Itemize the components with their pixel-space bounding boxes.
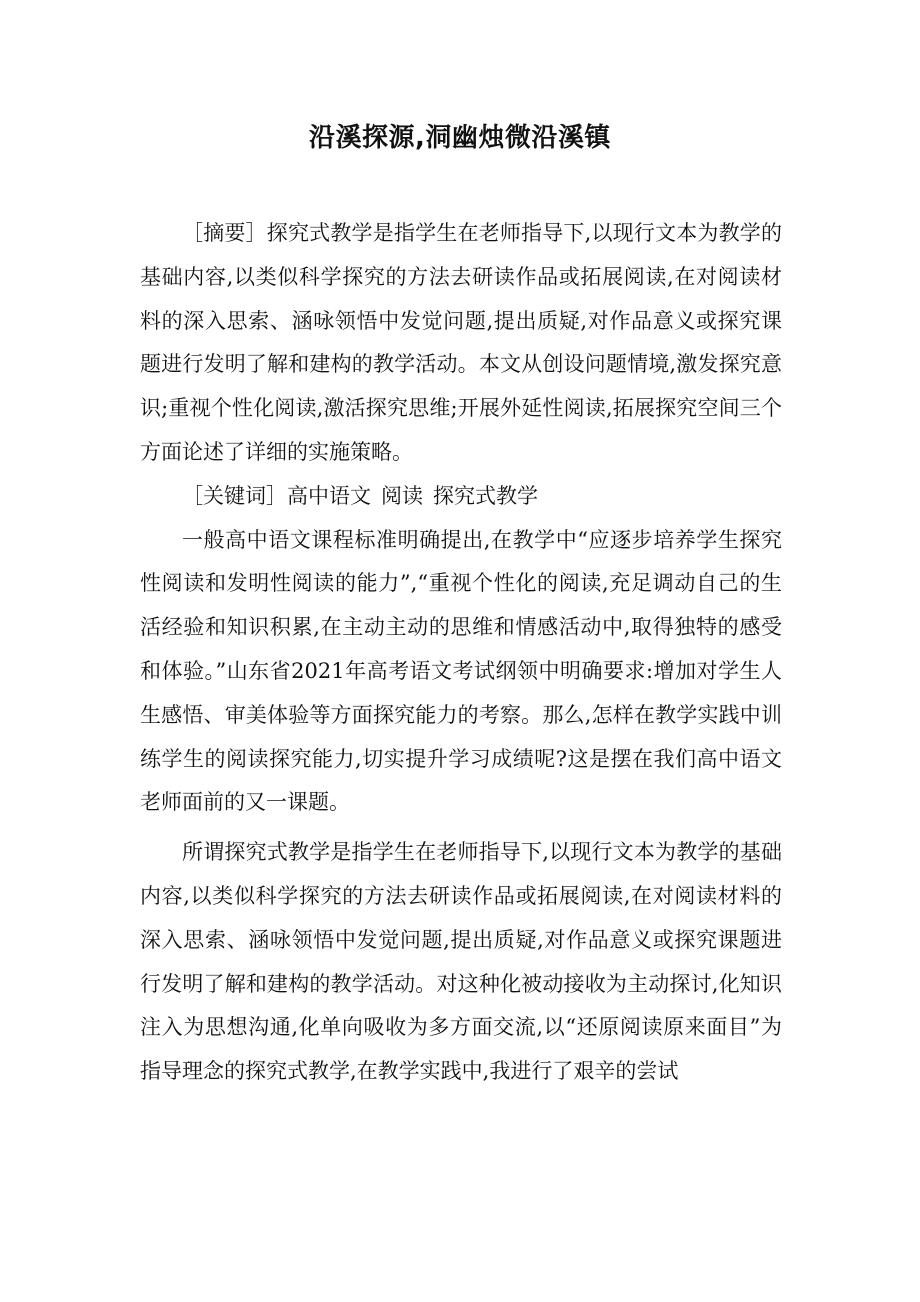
- keywords-line: [140, 475, 782, 519]
- document-title: 沿溪探源,洞幽烛微沿溪镇: [309, 123, 611, 153]
- keyword-3: 探究式教学: [433, 483, 538, 508]
- abstract-paragraph: ［摘要］探究式教学是指学生在老师指导下,以现行文本为教学的基础内容,以类似科学探究的方法去研读作品或拓展阅读,在对阅读材料的深入思索、涵咏领悟中发觉问题,提出质疑,对作品意义或探究课题进行发明了解和建构的教学活动。本文从创设问题情境,激发探究意识;重视个性化阅读,激活探究思维;开展外延性阅读,拓展探究空间三个方面论述了详细的实施策略。: [140, 221, 782, 464]
- keyword-1: 高中语文: [287, 483, 371, 508]
- body-paragraph-2: 所谓探究式教学是指学生在老师指导下,以现行文本为教学的基础内容,以类似科学探究的方法去研读作品或拓展阅读,在对阅读材料的深入思索、涵咏领悟中发觉问题,提出质疑,对作品意义或探究课题进行发明了解和建构的教学活动。对这种化被动接收为主动探讨,化知识注入为思想沟通,化单向吸收为多方面交流,以“还原阅读原来面目”为指导理念的探究式教学,在教学实践中,我进行了艰辛的尝试: [140, 840, 782, 1084]
- keyword-2: 阅读: [381, 483, 423, 508]
- keywords-label: ［关键词］: [182, 483, 287, 508]
- document-body: [140, 212, 782, 1094]
- body-paragraph-1: 一般高中语文课程标准明确提出,在教学中“应逐步培养学生探究性阅读和发明性阅读的能力”,“重视个性化的阅读,充足调动自己的生活经验和知识积累,在主动主动的思维和情感活动中,取得独特的感受和体验。”山东省2021年高考语文考试纲领中明确要求:增加对学生人生感悟、审美体验等方面探究能力的考察。那么,怎样在教学实践中训练学生的阅读探究能力,切实提升学习成绩呢?这是摆在我们高中语文老师面前的又一课题。: [140, 527, 782, 815]
